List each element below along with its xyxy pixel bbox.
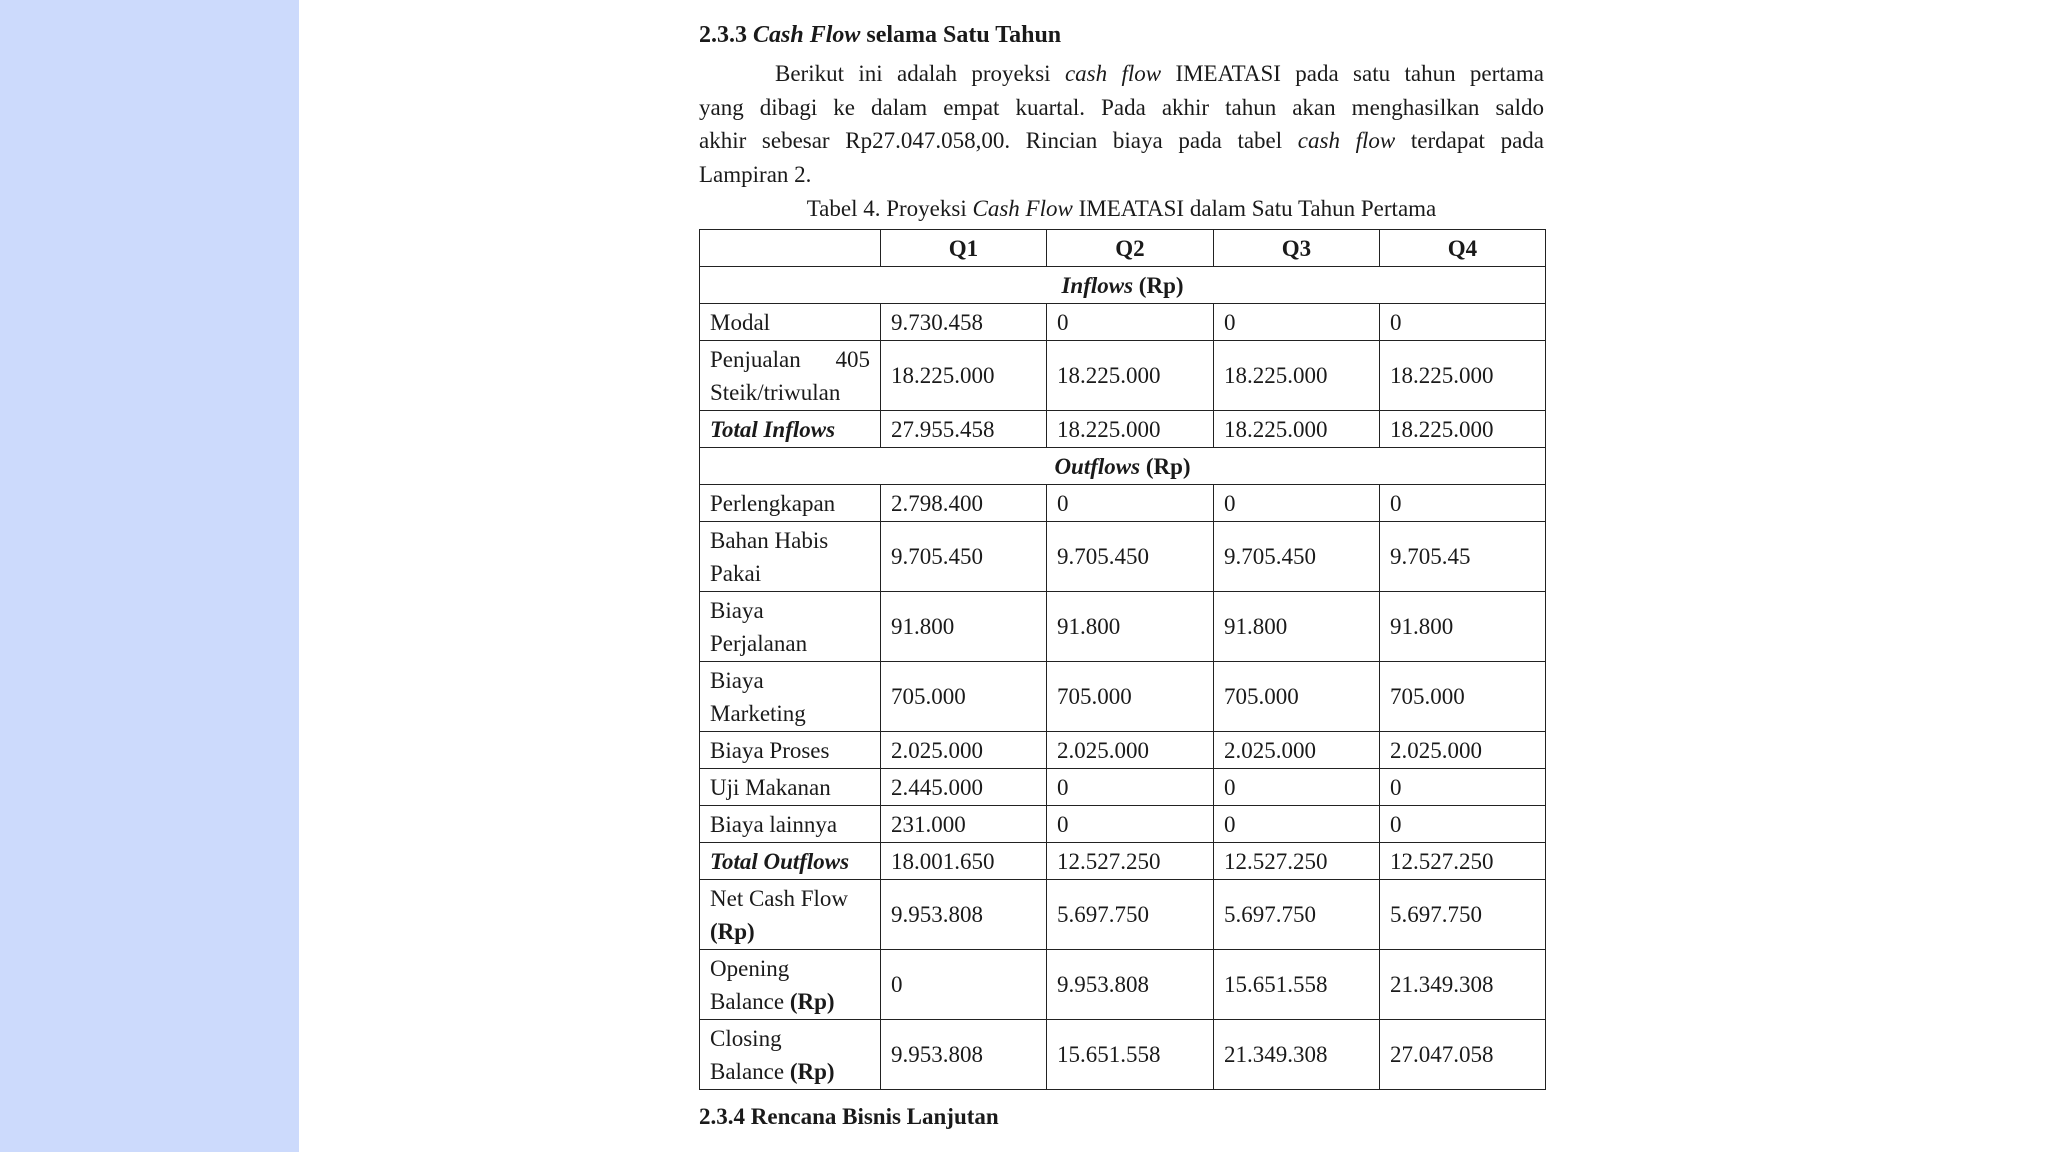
header-q3: Q3	[1214, 230, 1380, 267]
table-row: Opening Balance (Rp) 0 9.953.808 15.651.558 21.349.308	[700, 950, 1546, 1020]
table-row: Modal 9.730.458 0 0 0	[700, 304, 1546, 341]
table-row: Total Outflows 18.001.650 12.527.250 12.527.250 12.527.250	[700, 843, 1546, 880]
table-row: Bahan Habis Pakai 9.705.450 9.705.450 9.705.450 9.705.45	[700, 522, 1546, 592]
header-blank	[700, 230, 881, 267]
table-row: Biaya lainnya 231.000 0 0 0	[700, 806, 1546, 843]
header-q4: Q4	[1380, 230, 1546, 267]
header-q1: Q1	[881, 230, 1047, 267]
inflows-section-row: Inflows (Rp)	[700, 267, 1546, 304]
document-page	[699, 0, 1544, 1152]
table-row: Biaya Proses 2.025.000 2.025.000 2.025.000 2.025.000	[700, 732, 1546, 769]
side-panel	[0, 0, 299, 1152]
next-heading-cutoff: 2.3.4 Rencana Bisnis Lanjutan	[699, 1104, 999, 1129]
section-heading: 2.3.3 Cash Flow selama Satu Tahun	[699, 22, 1062, 48]
table-row: Biaya Marketing 705.000 705.000 705.000 705.000	[700, 662, 1546, 732]
cash-flow-table	[699, 229, 1546, 1090]
body-paragraph: Berikut ini adalah proyeksi cash flow IMEATASI pada satu tahun pertama yang dibagi ke dalam empat kuartal. Pada akhir tahun akan menghasilkan saldo akhir sebesar Rp27.047.058,00. Rincian biaya pada tabel cash flow terdapat pada Lampiran 2.	[699, 61, 1545, 187]
table-row: Penjualan 405 Steik/triwulan 18.225.000 18.225.000 18.225.000 18.225.000	[700, 341, 1546, 411]
outflows-section-row: Outflows (Rp)	[700, 448, 1546, 485]
table-row: Net Cash Flow (Rp) 9.953.808 5.697.750 5.697.750 5.697.750	[700, 880, 1546, 950]
table-row: Uji Makanan 2.445.000 0 0 0	[700, 769, 1546, 806]
table-header-row	[700, 230, 1546, 267]
table-row: Perlengkapan 2.798.400 0 0 0	[700, 485, 1546, 522]
table-row: Total Inflows 27.955.458 18.225.000 18.225.000 18.225.000	[700, 411, 1546, 448]
header-q2: Q2	[1047, 230, 1214, 267]
table-row: Biaya Perjalanan 91.800 91.800 91.800 91.800	[700, 592, 1546, 662]
table-caption: Tabel 4. Proyeksi Cash Flow IMEATASI dalam Satu Tahun Pertama	[806, 196, 1437, 221]
table-row: Closing Balance (Rp) 9.953.808 15.651.558 21.349.308 27.047.058	[700, 1020, 1546, 1090]
